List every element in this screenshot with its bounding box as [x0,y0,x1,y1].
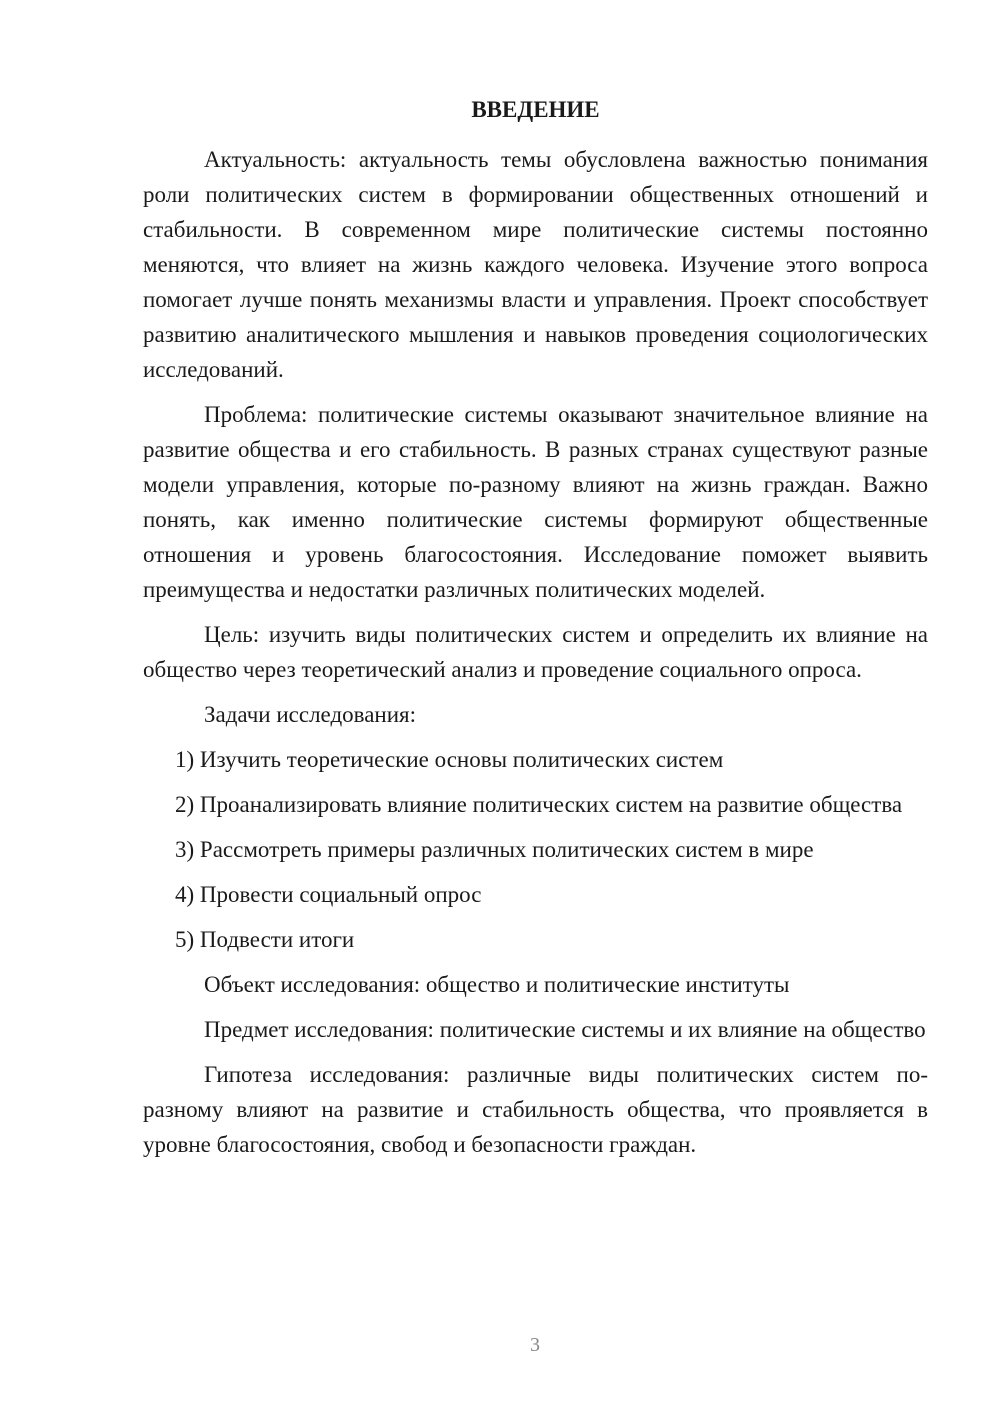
paragraph-goal: Цель: изучить виды политических систем и определить их влияние на общество через теоретический анализ и проведение социального опроса. [143,622,928,682]
task-item-1: 1) Изучить теоретические основы политических систем [175,747,724,772]
paragraph-problem: Проблема: политические системы оказывают значительное влияние на развитие общества и его стабильность. В разных странах существуют разные модели управления, которые по-разному влияют на жизнь граждан. Важно понять, как именно политические системы формируют общественные отношения и уровень благосостояния. Исследование поможет выявить преимущества и недостатки различных политических моделей. [143,402,928,602]
section-title: ВВЕДЕНИЕ [471,97,600,122]
paragraph-object: Объект исследования: общество и политические институты [204,972,790,997]
page-content [143,95,928,1162]
task-item-4: 4) Провести социальный опрос [175,882,482,907]
paragraph-relevance: Актуальность: актуальность темы обусловлена важностью понимания роли политических систем в формировании общественных отношений и стабильности. В современном мире политические системы постоянно меняются, что влияет на жизнь каждого человека. Изучение этого вопроса помогает лучше понять механизмы власти и управления. Проект способствует развитию аналитического мышления и навыков проведения социологических исследований. [143,147,928,382]
task-item-5: 5) Подвести итоги [175,927,355,952]
page-number: 3 [530,1334,540,1356]
paragraph-subject: Предмет исследования: политические системы и их влияние на общество [204,1017,926,1042]
paragraph-hypothesis: Гипотеза исследования: различные виды политических систем по-разному влияют на развитие и стабильность общества, что проявляется в уровне благосостояния, свобод и безопасности граждан. [143,1062,928,1157]
task-item-2: 2) Проанализировать влияние политических систем на развитие общества [175,792,903,817]
task-item-3: 3) Рассмотреть примеры различных политических систем в мире [175,837,814,862]
tasks-heading: Задачи исследования: [204,702,417,727]
